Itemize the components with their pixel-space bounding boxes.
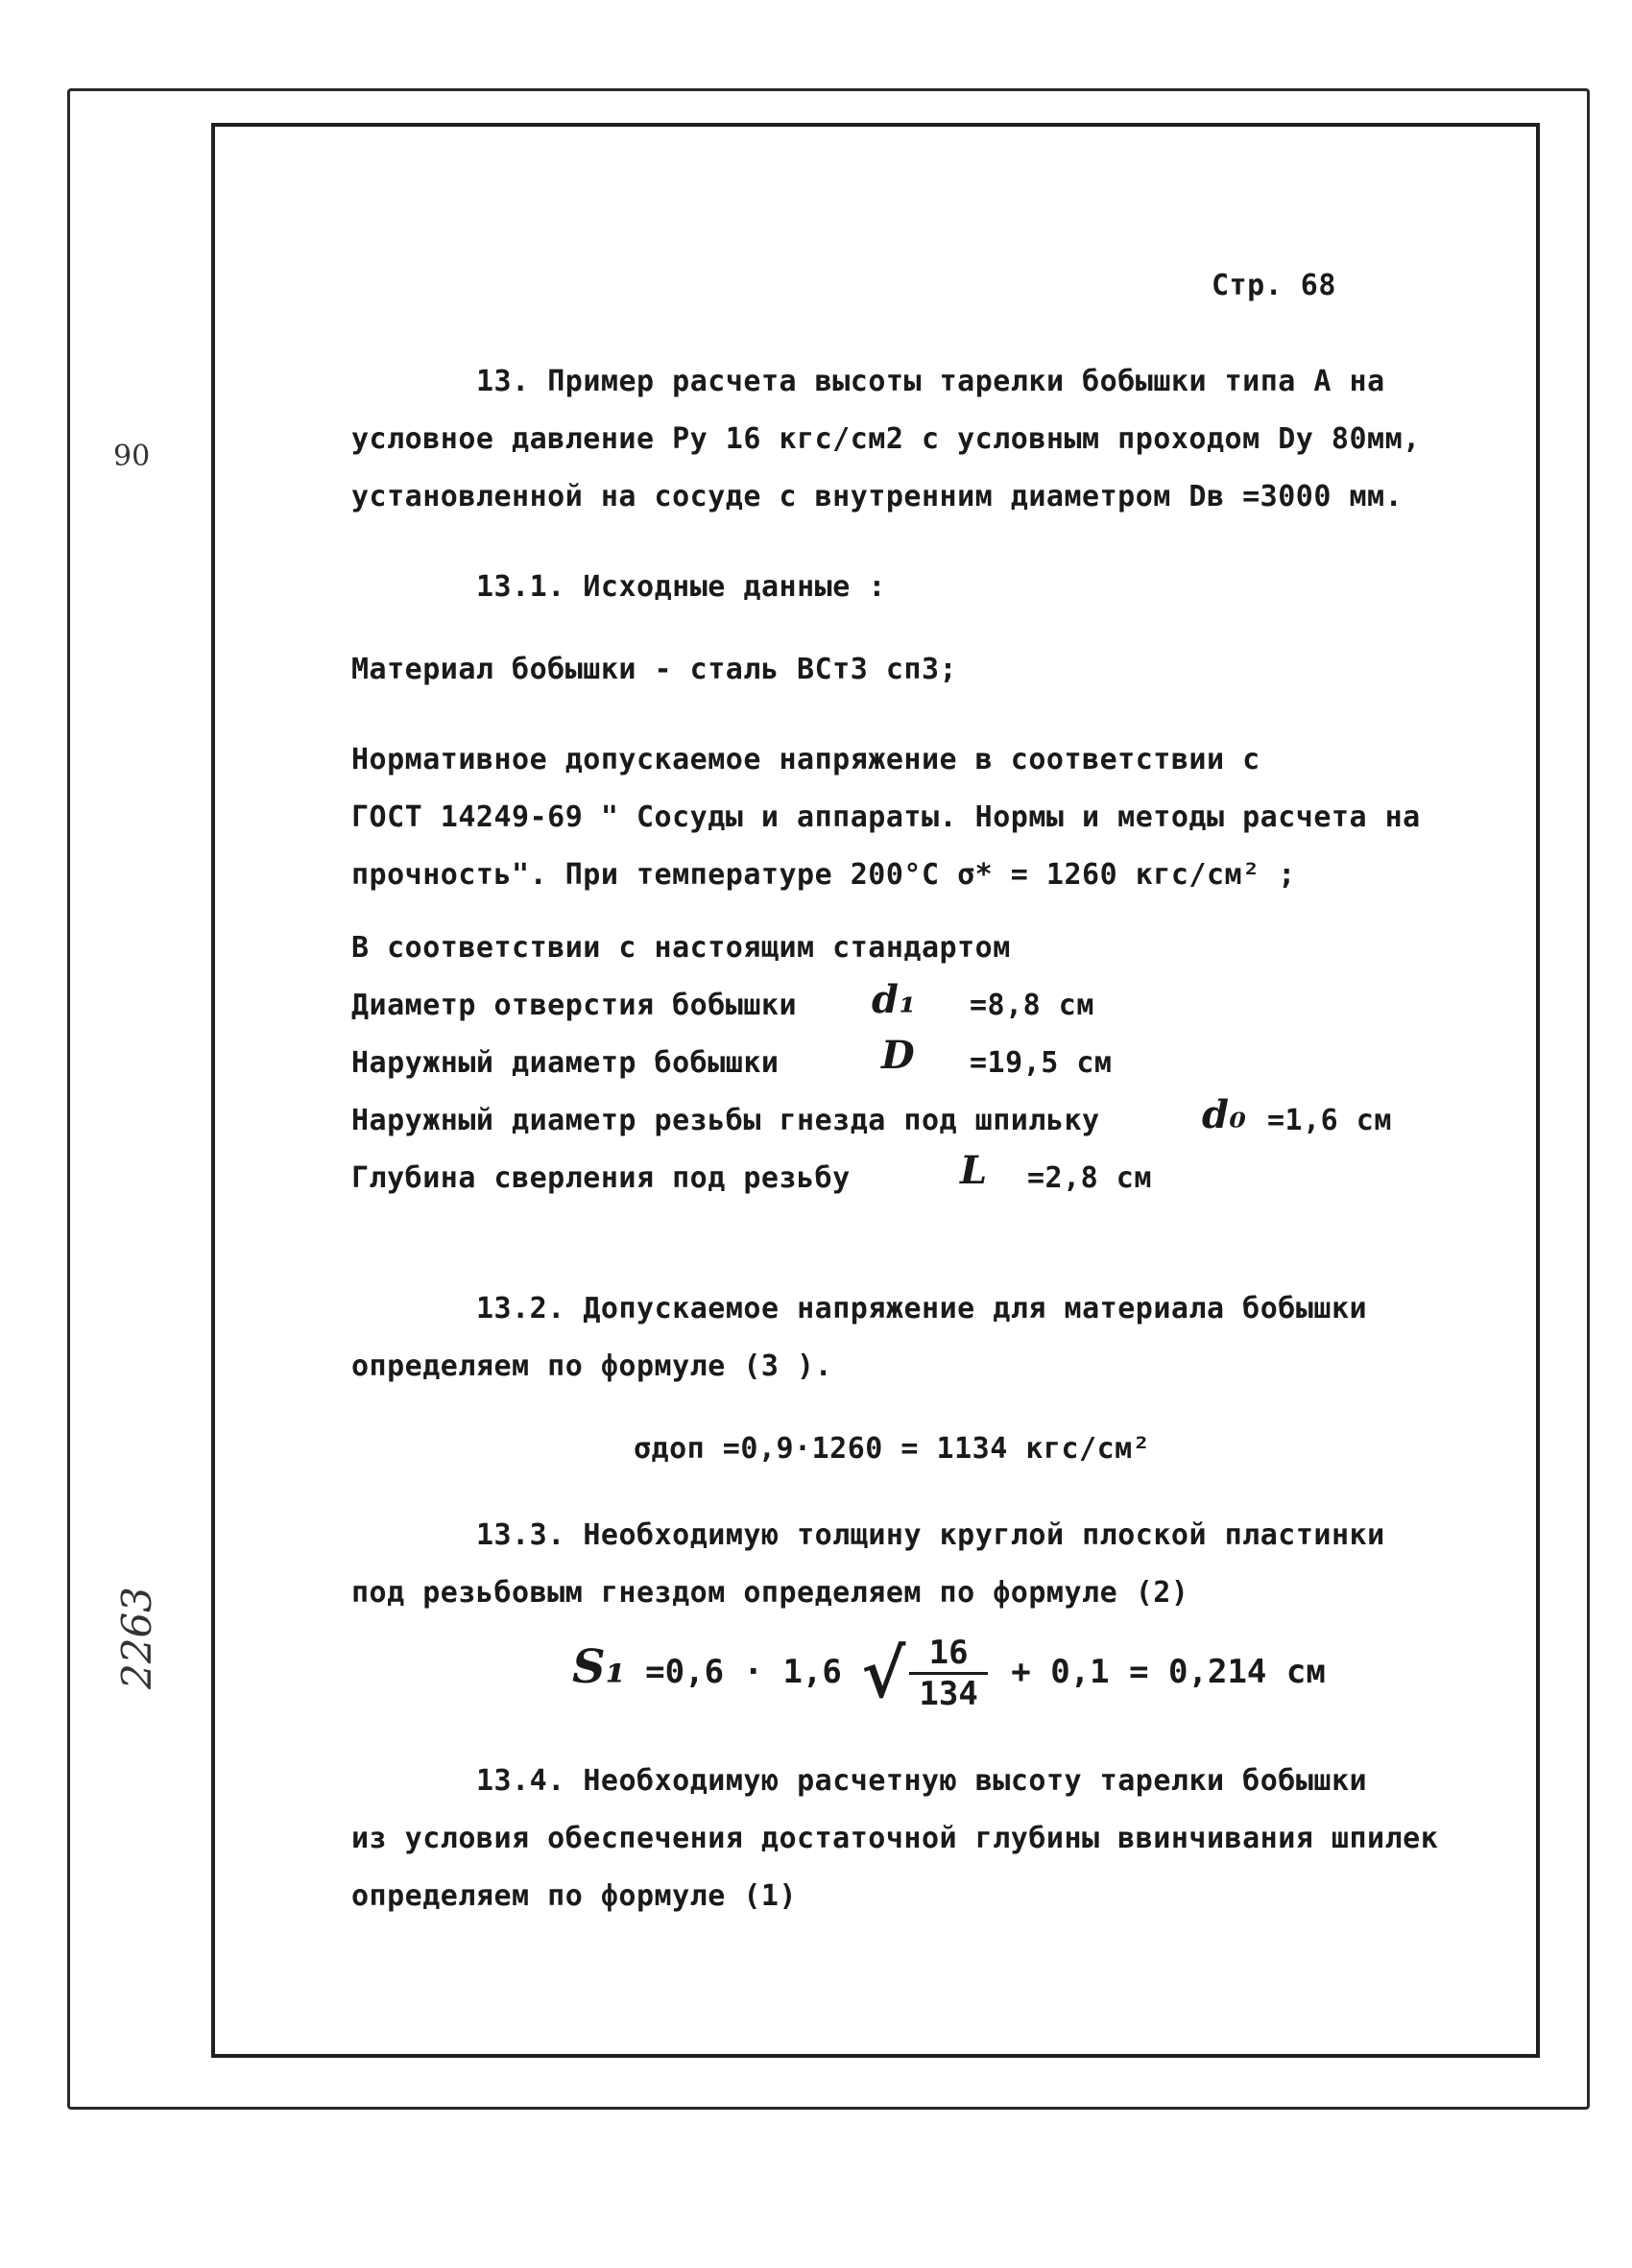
heading-line-2: условное давление Py 16 кгс/см2 с условным проходом Dy 80мм,	[351, 422, 1421, 456]
section-13-4-line-3: определяем по формуле (1)	[351, 1879, 798, 1913]
sqrt-icon: √	[861, 1634, 906, 1713]
param-label-hole-diameter: Диаметр отверстия бобышки	[351, 989, 798, 1022]
formula-mid: =0,6 · 1,6	[645, 1653, 842, 1691]
norm-line-2: ГОСТ 14249-69 " Сосуды и аппараты. Нормы и методы расчета на	[351, 800, 1421, 834]
param-label-thread-diameter: Наружный диаметр резьбы гнезда под шпильку	[351, 1104, 1100, 1137]
section-13-4-line-2: из условия обеспечения достаточной глубины ввинчивания шпилек	[351, 1822, 1439, 1855]
param-value-outer-diameter: =19,5 см	[970, 1046, 1113, 1080]
norm-line-1: Нормативное допускаемое напряжение в соответствии с	[351, 743, 1260, 776]
margin-note-bottom: 2263	[113, 1587, 160, 1689]
fraction-denominator: 134	[919, 1675, 978, 1713]
margin-note-top: 90	[113, 440, 151, 473]
standard-line: В соответствии с настоящим стандартом	[351, 931, 1011, 965]
section-13-3-line-2: под резьбовым гнездом определяем по формуле (2)	[351, 1576, 1189, 1610]
param-value-hole-diameter: =8,8 см	[970, 989, 1094, 1022]
section-13-4-line-1: 13.4. Необходимую расчетную высоту тарелки бобышки	[476, 1764, 1368, 1798]
page-number: Стр. 68	[1212, 269, 1336, 302]
norm-line-3: прочность". При температуре 200°С σ* = 1260 кгс/см² ;	[351, 858, 1296, 892]
allowable-stress-formula: σдоп =0,9·1260 = 1134 кгс/см²	[634, 1432, 1151, 1466]
formula-lhs: S₁	[572, 1640, 626, 1694]
param-label-drill-depth: Глубина сверления под резьбу	[351, 1161, 851, 1195]
fraction-numerator: 16	[909, 1634, 987, 1675]
heading-line-3: установленной на сосуде с внутренним диаметром Dв =3000 мм.	[351, 480, 1404, 513]
param-symbol-D: D	[881, 1033, 916, 1078]
param-symbol-L: L	[960, 1148, 988, 1193]
param-symbol-d0: d₀	[1202, 1092, 1247, 1137]
heading-line-1: 13. Пример расчета высоты тарелки бобышки типа А на	[476, 365, 1385, 398]
formula-rhs: + 0,1 = 0,214 см	[1011, 1653, 1326, 1691]
param-symbol-d1: d₁	[872, 977, 917, 1022]
param-label-outer-diameter: Наружный диаметр бобышки	[351, 1046, 780, 1080]
section-13-2-line-2: определяем по формуле (3 ).	[351, 1349, 833, 1383]
param-value-thread-diameter: =1,6 см	[1267, 1104, 1392, 1137]
section-13-1-title: 13.1. Исходные данные :	[476, 570, 886, 604]
thickness-formula	[572, 1634, 1326, 1713]
material-line: Материал бобышки - сталь ВСт3 сп3;	[351, 653, 958, 686]
formula-fraction	[909, 1634, 987, 1713]
param-value-drill-depth: =2,8 см	[1027, 1161, 1152, 1195]
section-13-3-line-1: 13.3. Необходимую толщину круглой плоской пластинки	[476, 1518, 1385, 1552]
section-13-2-line-1: 13.2. Допускаемое напряжение для материала бобышки	[476, 1292, 1368, 1325]
